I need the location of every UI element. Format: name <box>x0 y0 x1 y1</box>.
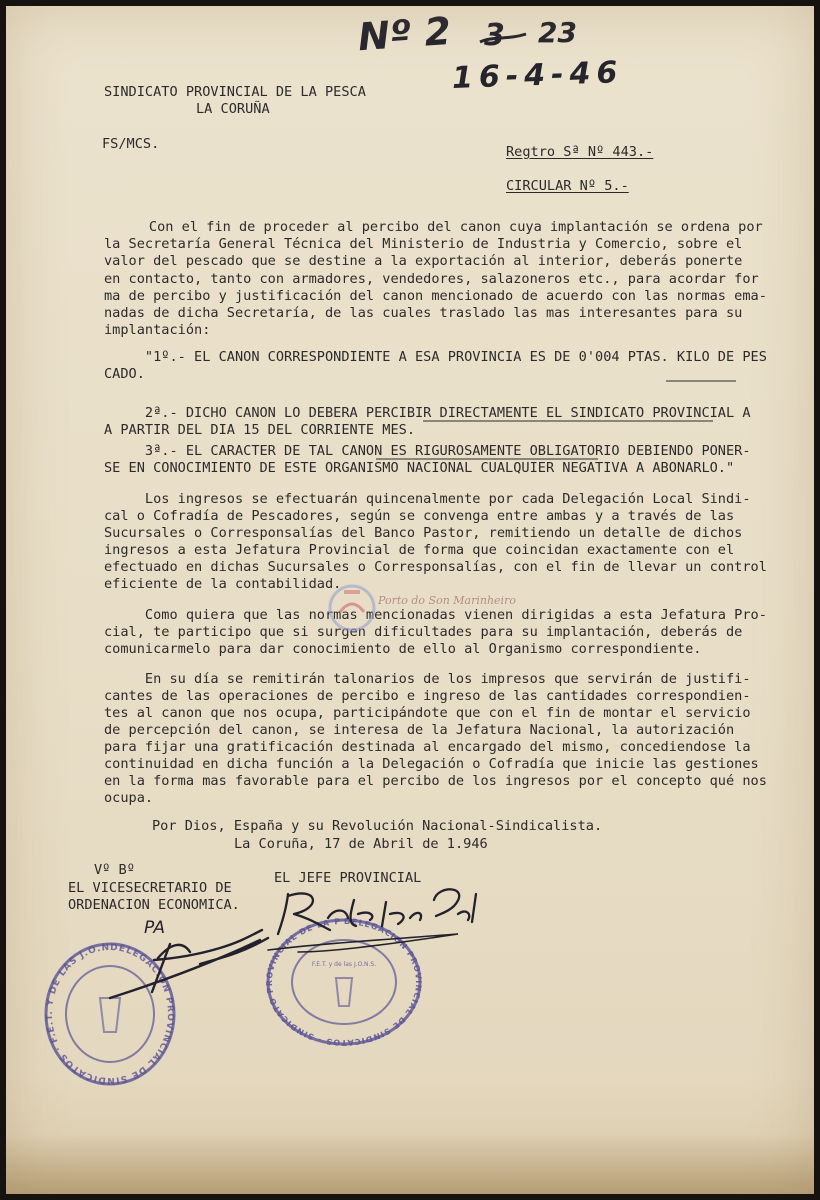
text-line: para fijar una gratificación destinada al encargado del mismo, concediendose la <box>104 739 751 755</box>
closing-place-date: La Coruña, 17 de Abril de 1.946 <box>234 836 488 852</box>
text-line: Los ingresos se efectuarán quincenalmente por cada Delegación Local Sindi- <box>104 491 751 507</box>
text-line: valor del pescado que se destine a la exportación al interior, deberás ponerte <box>104 253 743 269</box>
text-line: Sucursales o Corresponsalías del Banco Pastor, remitiendo un detalle de dichos <box>104 525 743 541</box>
text-line: de percepción del canon, se interesa de la Jefatura Nacional, la autorización <box>104 722 735 738</box>
quote-2-line-2: A PARTIR DEL DIA 15 DEL CORRIENTE MES. <box>104 422 415 438</box>
handwritten-date: 16-4-46 <box>451 55 624 96</box>
text-line: cial, te participo que si surgen dificultades para su implantación, deberás de <box>104 624 743 640</box>
text-line: comunicarmelo para dar conocimiento de ello al Organismo correspondiente. <box>104 641 702 657</box>
text-line: la Secretaría General Técnica del Ministerio de Industria y Comercio, sobre el <box>104 236 743 252</box>
text-line: ma de percibo y justificación del canon mencionado de acuerdo con las normas ema- <box>104 288 767 304</box>
quote-3-line-2: SE EN CONOCIMIENTO DE ESTE ORGANISMO NACIONAL CUALQUIER NEGATIVA A ABONARLO." <box>104 460 735 476</box>
quote-1-underline <box>666 380 756 384</box>
quote-1-line-1: "1º.- EL CANON CORRESPONDIENTE A ESA PROVINCIA ES DE 0'004 PTAS. KILO DE PES <box>104 349 767 365</box>
text-line: eficiente de la contabilidad. <box>104 576 342 592</box>
document-page <box>6 6 814 1194</box>
svg-text:DELEGACION PROVINCIAL DE SINDI: DELEGACION PROVINCIAL DE SINDICATOS · SINDICATO PROVINCIAL DE LA PESCA <box>260 909 424 1048</box>
vicesecretario-title-1: EL VICESECRETARIO DE <box>68 880 232 896</box>
strike-line <box>478 30 528 50</box>
svg-text:DELEGACION PROVINCIAL DE SINDI: DELEGACION PROVINCIAL DE SINDICATOS · F.E.T. Y DE LAS J.O.N.S. · LA CORUÑA <box>35 929 176 1086</box>
vicesecretario-title-2: ORDENACION ECONOMICA. <box>68 897 240 913</box>
quote-3-line-1: 3ª.- EL CARACTER DE TAL CANON ES RIGUROSAMENTE OBLIGATORIO DEBIENDO PONER- <box>104 443 751 459</box>
text-line: Con el fin de proceder al percibo del canon cuya implantación se ordena por <box>108 219 763 235</box>
text-line: En su día se remitirán talonarios de los impresos que servirán de justifi- <box>104 671 751 687</box>
quote-1-line-2: CADO. <box>104 366 145 382</box>
handwritten-number-crossed: 3 <box>484 18 505 53</box>
text-line: cantes de las operaciones de percibo e ingreso de las cantidades correspondien- <box>104 688 751 704</box>
text-line: ocupa. <box>104 790 154 806</box>
org-city: LA CORUÑA <box>196 101 270 117</box>
quote-3-underline <box>376 458 616 462</box>
text-line: efectuado en dichas Sucursales o Corresponsalías, con el fin de llevar un control <box>104 559 767 575</box>
right-signature <box>258 874 498 954</box>
svg-text:F.E.T. y de las J.O.N.S.: F.E.T. y de las J.O.N.S. <box>311 961 377 968</box>
reference-initials: FS/MCS. <box>102 136 160 152</box>
left-initials: PA <box>144 918 166 938</box>
text-line: continuidad en dicha función a la Delegación o Cofradía que inicie las gestiones <box>104 756 759 772</box>
watermark-logo <box>316 572 516 642</box>
quote-2-underline <box>423 420 723 424</box>
org-name: SINDICATO PROVINCIAL DE LA PESCA <box>104 84 366 100</box>
text-line: en la forma mas favorable para el percibo de los ingresos por el concepto qué nos <box>104 773 767 789</box>
jefe-provincial-title: EL JEFE PROVINCIAL <box>274 870 422 886</box>
handwritten-number-label: Nº 2 <box>356 8 453 60</box>
registry-number: Regtro Sª Nº 443.- <box>506 144 654 160</box>
text-line: tes al canon que nos ocupa, participándote que con el fin de montar el servicio <box>104 705 751 721</box>
circular-number: CIRCULAR Nº 5.- <box>506 178 629 194</box>
bottom-stain <box>6 1134 814 1194</box>
svg-text:Porto do Son Marinheiro: Porto do Son Marinheiro <box>378 594 516 607</box>
text-line: implantación: <box>104 322 211 338</box>
text-line: ingresos a esta Jefatura Provincial de forma que coincidan exactamente con el <box>104 542 735 558</box>
closing-motto: Por Dios, España y su Revolución Nacional-Sindicalista. <box>152 818 603 834</box>
vb-approval: Vº Bº <box>94 862 135 878</box>
text-line: nadas de dicha Secretaría, de las cuales traslado las mas interesantes para su <box>104 305 743 321</box>
handwritten-number-value: 23 <box>538 16 577 49</box>
text-line: Como quiera que las normas mencionadas vienen dirigidas a esta Jefatura Pro- <box>104 607 767 623</box>
quote-2-line-1: 2ª.- DICHO CANON LO DEBERA PERCIBIR DIRECTAMENTE EL SINDICATO PROVINCIAL A <box>104 405 751 421</box>
text-line: en contacto, tanto con armadores, vendedores, salazoneros etc., para acordar for <box>104 271 759 287</box>
text-line: cal o Cofradía de Pescadores, según se convenga entre ambas y a través de las <box>104 508 735 524</box>
